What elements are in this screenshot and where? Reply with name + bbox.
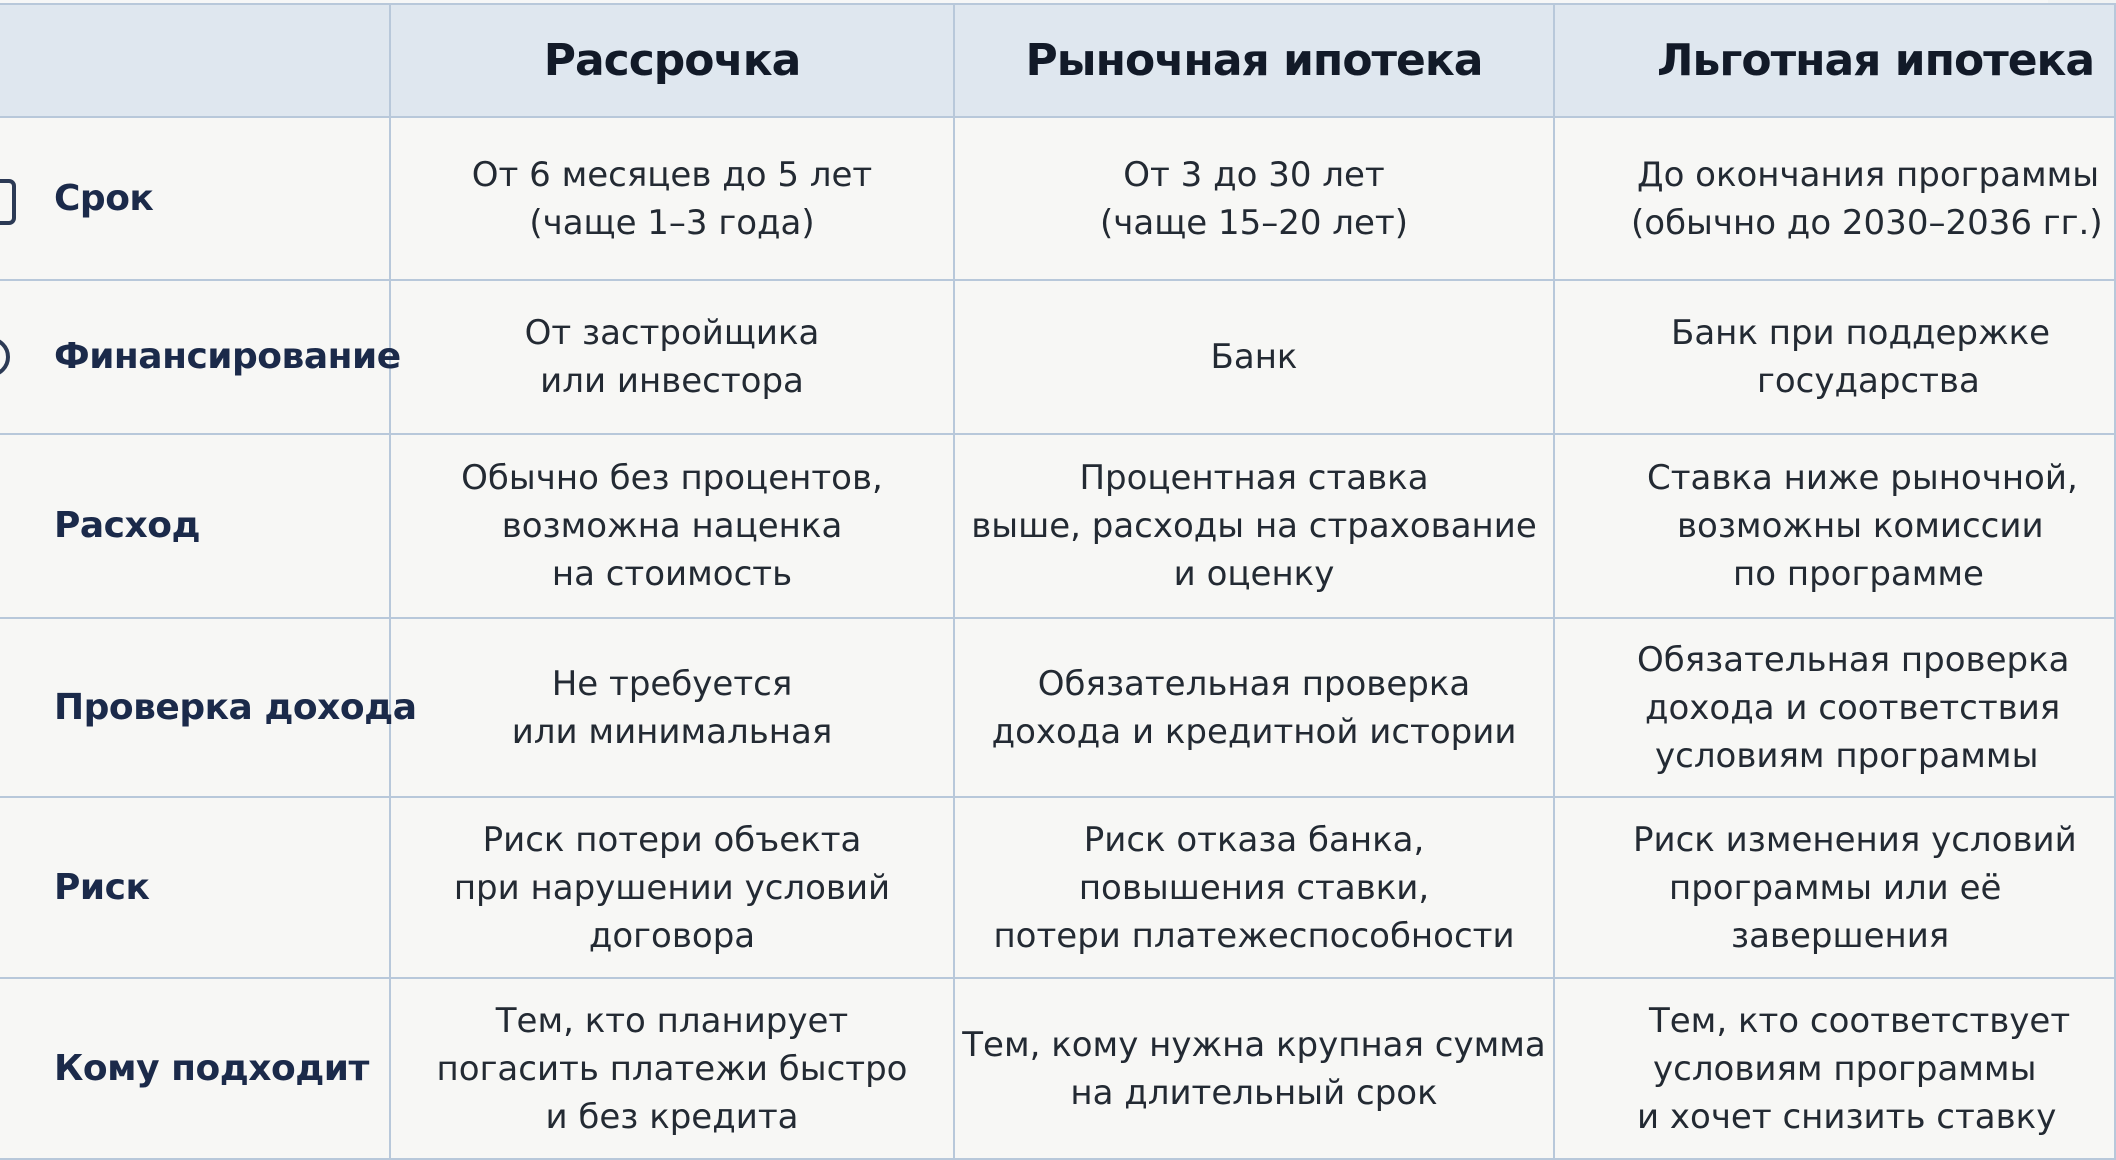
row-header-risk (0, 797, 390, 978)
row-header-financing (0, 280, 401, 434)
row-label: Финансирование (54, 336, 401, 377)
cell-subsidized-term: До окончания программы (обычно до 2030–2036 гг.) (1554, 117, 2115, 280)
row-header-expense (0, 434, 390, 618)
shield-icon (0, 858, 22, 918)
cell-market-risk: Риск отказа банка, повышения ставки, потери платежеспособности (954, 797, 1554, 978)
row-label: Срок (54, 177, 154, 219)
table-row (0, 618, 2115, 797)
cell-subsidized-suitable-for: Тем, кто соответствует условиям программы и хочет снизить ставку (1554, 978, 2115, 1159)
magnifier-icon (0, 678, 22, 738)
comparison-table (0, 3, 2116, 1160)
cell-installment-financing: От застройщика или инвестора (390, 280, 954, 434)
row-label: Риск (54, 866, 150, 908)
table-row (0, 434, 2115, 618)
column-header-subsidized-mortgage: Льготная ипотека (1554, 4, 2115, 117)
row-header-term (0, 117, 390, 280)
column-header-market-mortgage: Рыночная ипотека (954, 4, 1554, 117)
row-header-income-check (0, 618, 417, 797)
cell-subsidized-income-check: Обязательная проверка дохода и соответствия условиям программы (1554, 618, 2115, 797)
cell-installment-expense: Обычно без процентов, возможна наценка на стоимость (390, 434, 954, 618)
wallet-icon (0, 496, 22, 556)
row-label: Проверка дохода (54, 686, 417, 728)
person-icon (0, 1039, 22, 1099)
cell-subsidized-expense: Ставка ниже рыночной, возможны комиссии по программе (1554, 434, 2115, 618)
row-label: Кому подходит (54, 1047, 369, 1089)
table-row (0, 978, 2115, 1159)
table-header-row (0, 4, 2115, 117)
table-row (0, 280, 2115, 434)
table-row (0, 797, 2115, 978)
cell-subsidized-risk: Риск изменения условий программы или её завершения (1554, 797, 2115, 978)
cell-market-income-check: Обязательная проверка дохода и кредитной истории (954, 618, 1554, 797)
cell-market-term: От 3 до 30 лет (чаще 15–20 лет) (954, 117, 1554, 280)
cell-market-expense: Процентная ставка выше, расходы на страхование и оценку (954, 434, 1554, 618)
row-label: Расход (54, 505, 201, 546)
header-corner-cell (0, 4, 390, 117)
table-row (0, 117, 2115, 280)
cell-installment-risk: Риск потери объекта при нарушении условий договора (390, 797, 954, 978)
cell-market-financing: Банк (954, 280, 1554, 434)
row-header-suitable-for (0, 978, 390, 1159)
calendar-icon (0, 169, 22, 229)
cell-subsidized-financing: Банк при поддержке государства (1554, 280, 2115, 434)
cell-installment-term: От 6 месяцев до 5 лет (чаще 1–3 года) (390, 117, 954, 280)
cell-market-suitable-for: Тем, кому нужна крупная сумма на длительный срок (954, 978, 1554, 1159)
cell-installment-income-check: Не требуется или минимальная (390, 618, 954, 797)
coin-icon (0, 327, 22, 387)
cell-installment-suitable-for: Тем, кто планирует погасить платежи быстро и без кредита (390, 978, 954, 1159)
column-header-installment: Рассрочка (390, 4, 954, 117)
